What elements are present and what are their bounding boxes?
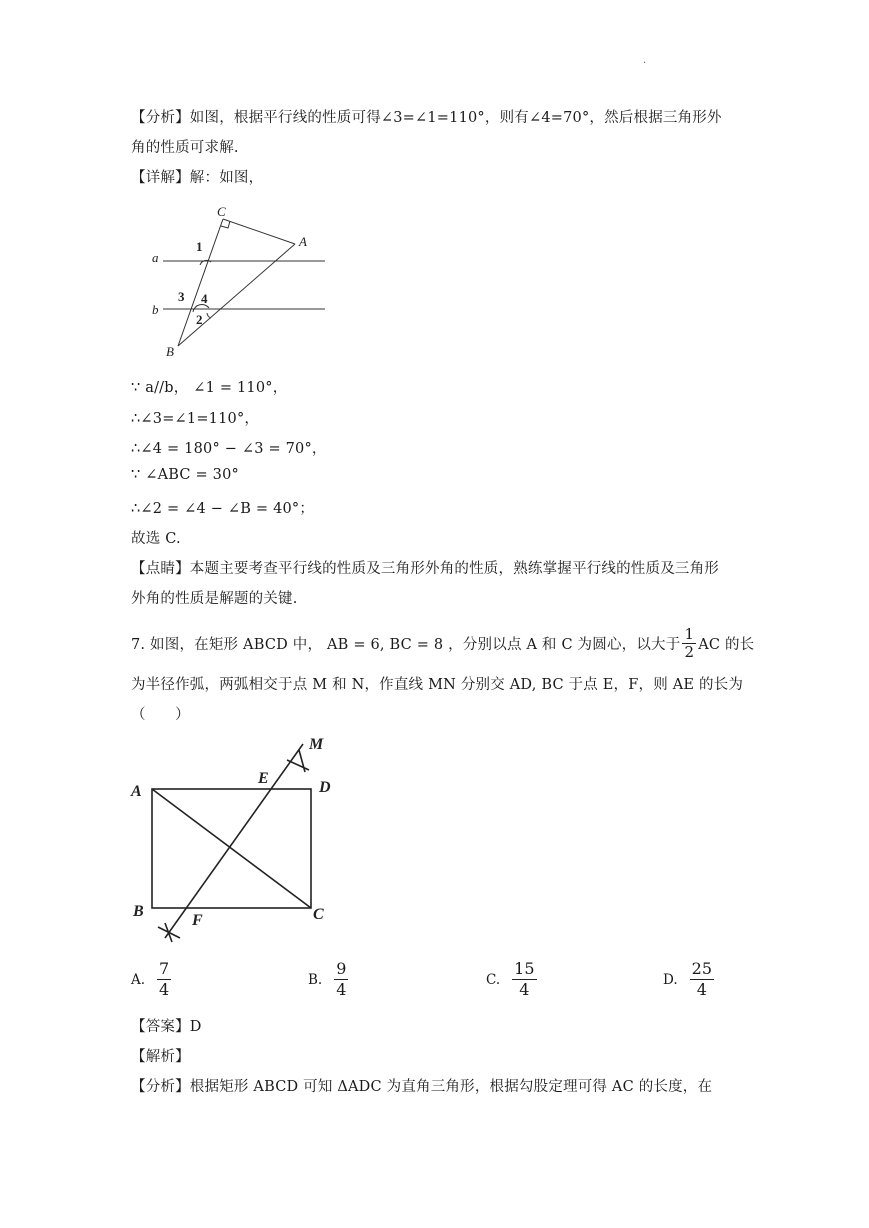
analysis-line: 【分析】根据矩形 ABCD 可知 ΔADC 为直角三角形，根据勾股定理可得 AC 的长度，在: [131, 1079, 713, 1095]
answer-line: 【答案】D: [131, 1019, 202, 1035]
step-5: ∴∠2 = ∠4 − ∠B = 40°；: [131, 501, 315, 517]
label-rect-M: M: [309, 736, 324, 753]
label-rect-A: A: [131, 783, 142, 800]
question-7-line-1: [131, 626, 754, 660]
label-rect-E: E: [258, 770, 269, 787]
option-a-letter: A.: [131, 971, 146, 988]
choice-line: 故选 C.: [131, 531, 181, 547]
step-4: ∵ ∠ABC = 30°: [131, 467, 239, 483]
label-b: b: [152, 302, 159, 317]
option-b-num: 9: [334, 960, 348, 980]
step-2: ∴∠3=∠1=110°，: [131, 411, 260, 427]
label-2: 2: [196, 312, 203, 327]
label-A: A: [299, 234, 307, 249]
option-c-letter: C.: [486, 971, 501, 988]
option-a-num: 7: [157, 960, 171, 980]
half-fraction: [682, 626, 696, 660]
comment-line-2: 外角的性质是解题的关键.: [131, 591, 298, 607]
half-den: 2: [684, 642, 695, 661]
label-a: a: [152, 250, 159, 265]
question-7-tail: AC 的长: [698, 636, 755, 653]
option-b-letter: B.: [308, 971, 323, 988]
label-rect-B: B: [133, 903, 144, 920]
step-1: ∵ a//b， ∠1 = 110°，: [131, 380, 288, 396]
option-d-num: 25: [690, 960, 714, 980]
side-CA: [223, 219, 295, 244]
option-d-den: 4: [696, 980, 707, 1000]
question-7-line-3: （ ）: [131, 707, 190, 723]
solution-heading: 【详解】解：如图，: [131, 170, 264, 186]
option-a-den: 4: [159, 980, 170, 1000]
option-c-fraction: [512, 960, 536, 1000]
line-MN: [165, 744, 303, 938]
analysis-heading: 【解析】: [131, 1049, 190, 1065]
header-mark: .: [643, 55, 647, 66]
option-c-den: 4: [519, 980, 530, 1000]
option-c[interactable]: [486, 960, 537, 1000]
option-a[interactable]: [131, 960, 171, 1000]
analysis-line-2: 角的性质可求解.: [131, 140, 239, 156]
arc-mark-M: [287, 760, 309, 770]
question-7-text: 7. 如图，在矩形 ABCD 中， AB = 6, BC = 8 ，分别以点 A 和 C 为圆心，以大于: [131, 636, 681, 653]
parallel-lines-figure: [145, 200, 335, 360]
label-rect-F: F: [192, 912, 203, 929]
rectangle-figure: [125, 728, 355, 950]
half-num: 1: [684, 625, 695, 643]
label-3: 3: [178, 289, 185, 304]
option-c-num: 15: [512, 960, 536, 980]
option-d-letter: D.: [663, 971, 678, 988]
analysis-line-1: 【分析】如图，根据平行线的性质可得∠3=∠1=110°，则有∠4=70°，然后根据三角形外: [131, 110, 722, 126]
option-b[interactable]: [308, 960, 348, 1000]
comment-line-1: 【点睛】本题主要考查平行线的性质及三角形外角的性质，熟练掌握平行线的性质及三角形: [131, 561, 719, 577]
step-3: ∴∠4 = 180° − ∠3 = 70°，: [131, 441, 327, 457]
label-B: B: [166, 344, 174, 359]
question-7-line-2: 为半径作弧，两弧相交于点 M 和 N，作直线 MN 分别交 AD, BC 于点 E，F，则 AE 的长为: [131, 677, 744, 693]
option-b-fraction: [334, 960, 348, 1000]
option-d[interactable]: [663, 960, 714, 1000]
option-b-den: 4: [336, 980, 347, 1000]
option-a-fraction: [157, 960, 171, 1000]
label-1: 1: [196, 239, 203, 254]
label-rect-D: D: [319, 779, 331, 796]
diagonal-AC: [152, 789, 311, 908]
label-C: C: [217, 204, 226, 219]
label-rect-C: C: [313, 906, 324, 923]
angle2-arc: [207, 313, 211, 318]
label-4: 4: [201, 291, 208, 306]
option-d-fraction: [690, 960, 714, 1000]
